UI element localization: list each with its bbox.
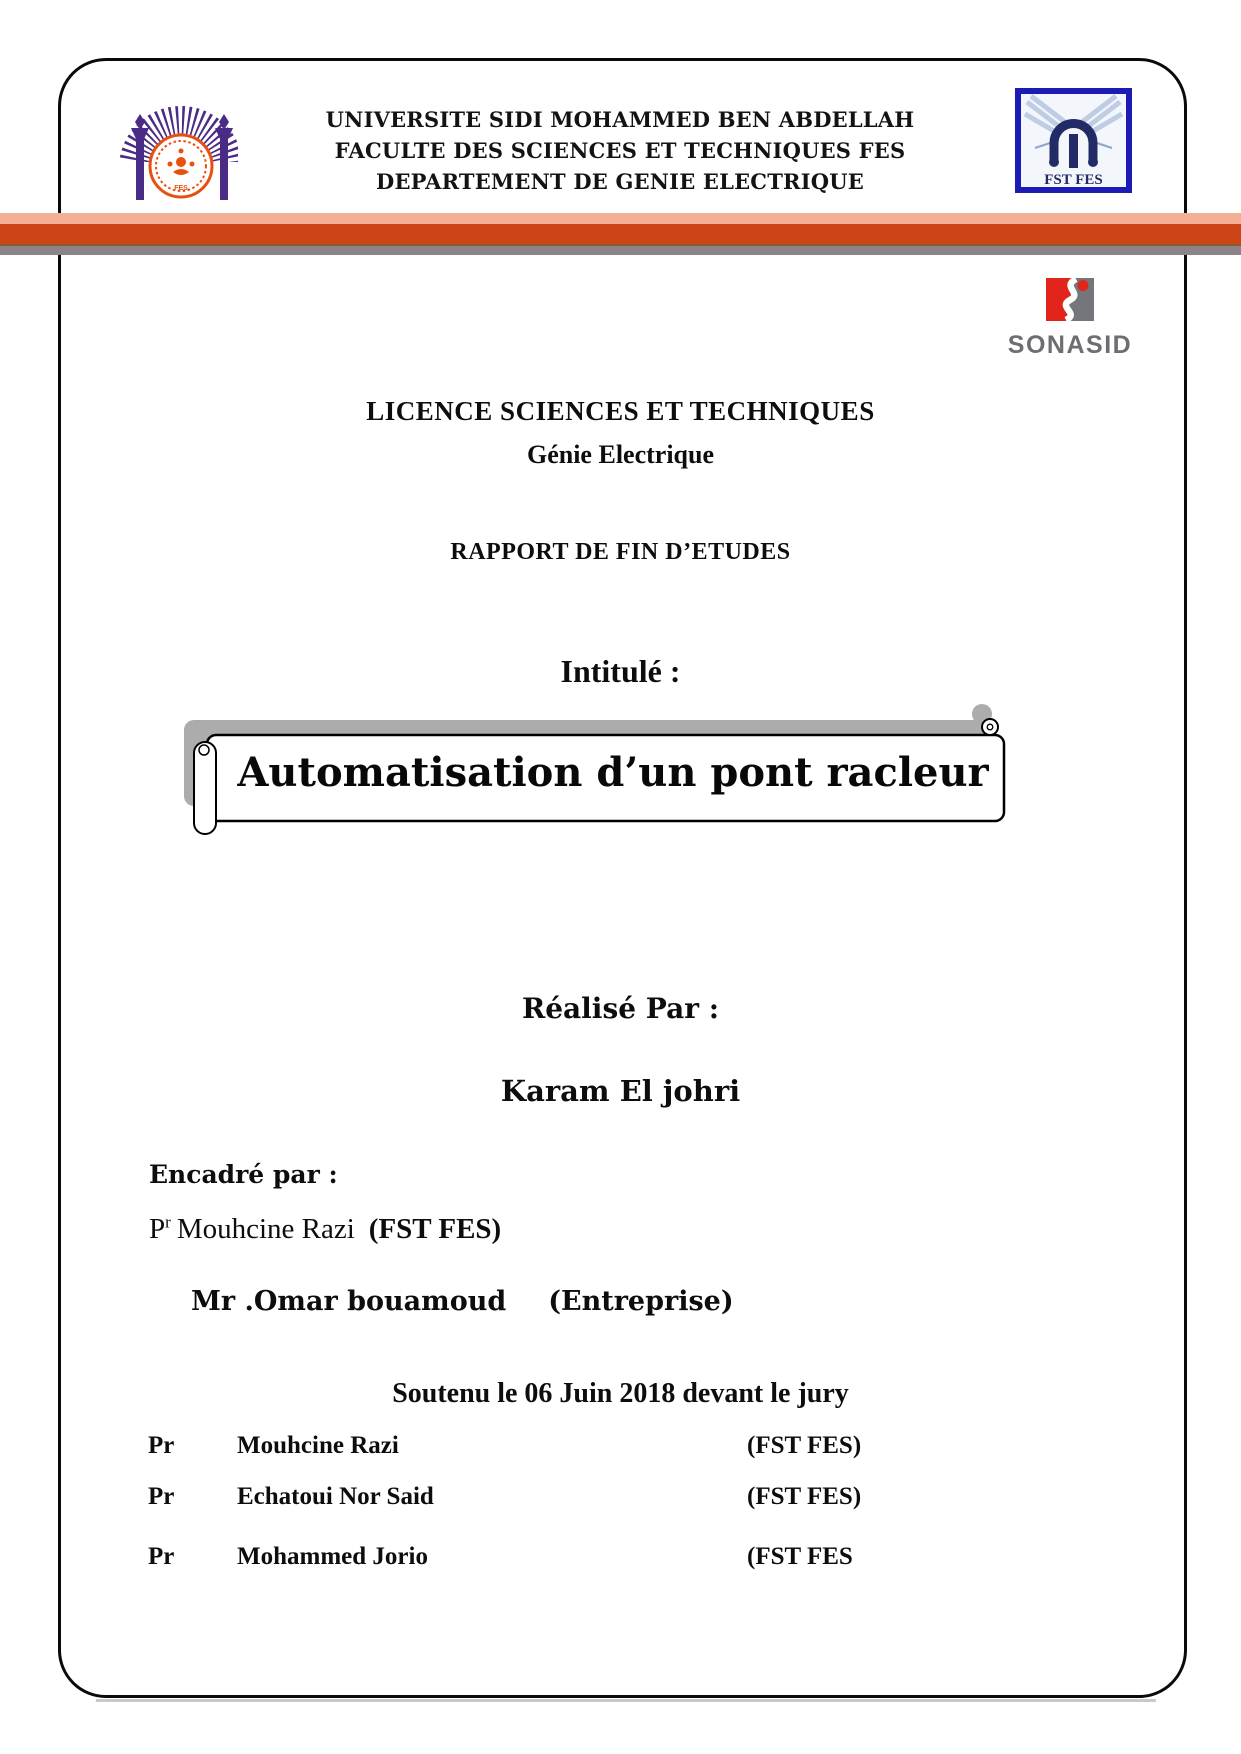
supervisor-line-1 [149, 1212, 501, 1246]
program-subtitle: Génie Electrique [526, 440, 714, 469]
ribbon-orange-bar [0, 224, 1241, 244]
author-name: Karam El johri [500, 1074, 741, 1108]
realise-par-label: Réalisé Par : [521, 992, 720, 1025]
jury-title: Pr [148, 1543, 175, 1570]
usmba-seal-text: FES [174, 185, 188, 192]
defense-date-line: Soutenu le 06 Juin 2018 devant le jury [392, 1378, 849, 1409]
ribbon-gray-bar [0, 246, 1241, 255]
jury-name: Echatoui Nor Said [237, 1483, 434, 1510]
header-institution-block [278, 104, 962, 197]
jury-name: Mohammed Jorio [237, 1543, 428, 1570]
jury-affiliation: (FST FES) [747, 1432, 862, 1459]
supervisor1-title: $P^r$ [149, 1212, 171, 1245]
header-line-faculty: FACULTE DES SCIENCES ET TECHNIQUES FES [334, 138, 906, 163]
header-line-university: UNIVERSITE SIDI MOHAMMED BEN ABDELLAH [325, 107, 915, 132]
supervisor2-name: Mr .Omar bouamoud [191, 1286, 507, 1317]
intitule-label: Intitulé : [560, 653, 681, 689]
supervisor-line-2 [191, 1286, 734, 1317]
supervisor1-affiliation: (FST FES) [368, 1212, 502, 1245]
jury-name: Mouhcine Razi [237, 1432, 399, 1459]
jury-row [0, 1543, 1241, 1575]
usmba-university-logo-icon [118, 76, 238, 202]
sonasid-logo-icon [1046, 278, 1094, 321]
jury-row [0, 1483, 1241, 1515]
supervisor1-name: Mouhcine Razi [176, 1212, 355, 1245]
header-line-department: DEPARTEMENT DE GENIE ELECTRIQUE [376, 169, 864, 194]
sonasid-wordmark: SONASID [1007, 331, 1133, 359]
encadre-par-label: Encadré par : [149, 1160, 338, 1189]
jury-title: Pr [148, 1432, 175, 1459]
program-title: LICENCE SCIENCES ET TECHNIQUES [366, 396, 875, 426]
page-border-shadow [96, 1699, 1156, 1702]
jury-affiliation: (FST FES) [747, 1483, 862, 1510]
header-ribbon [0, 213, 1241, 255]
ribbon-salmon-bar [0, 213, 1241, 224]
fst-fes-logo-icon [1015, 88, 1132, 193]
supervisor2-affiliation: (Entreprise) [548, 1286, 734, 1317]
report-main-title: Automatisation d’un pont racleur [237, 749, 989, 796]
jury-title: Pr [148, 1483, 175, 1510]
fst-fes-logo-text: FST FES [1044, 172, 1103, 188]
sonasid-logo-block [1000, 278, 1140, 360]
jury-row [0, 1432, 1241, 1464]
report-type-label: RAPPORT DE FIN D’ETUDES [450, 539, 791, 565]
jury-affiliation: (FST FES [747, 1543, 853, 1570]
